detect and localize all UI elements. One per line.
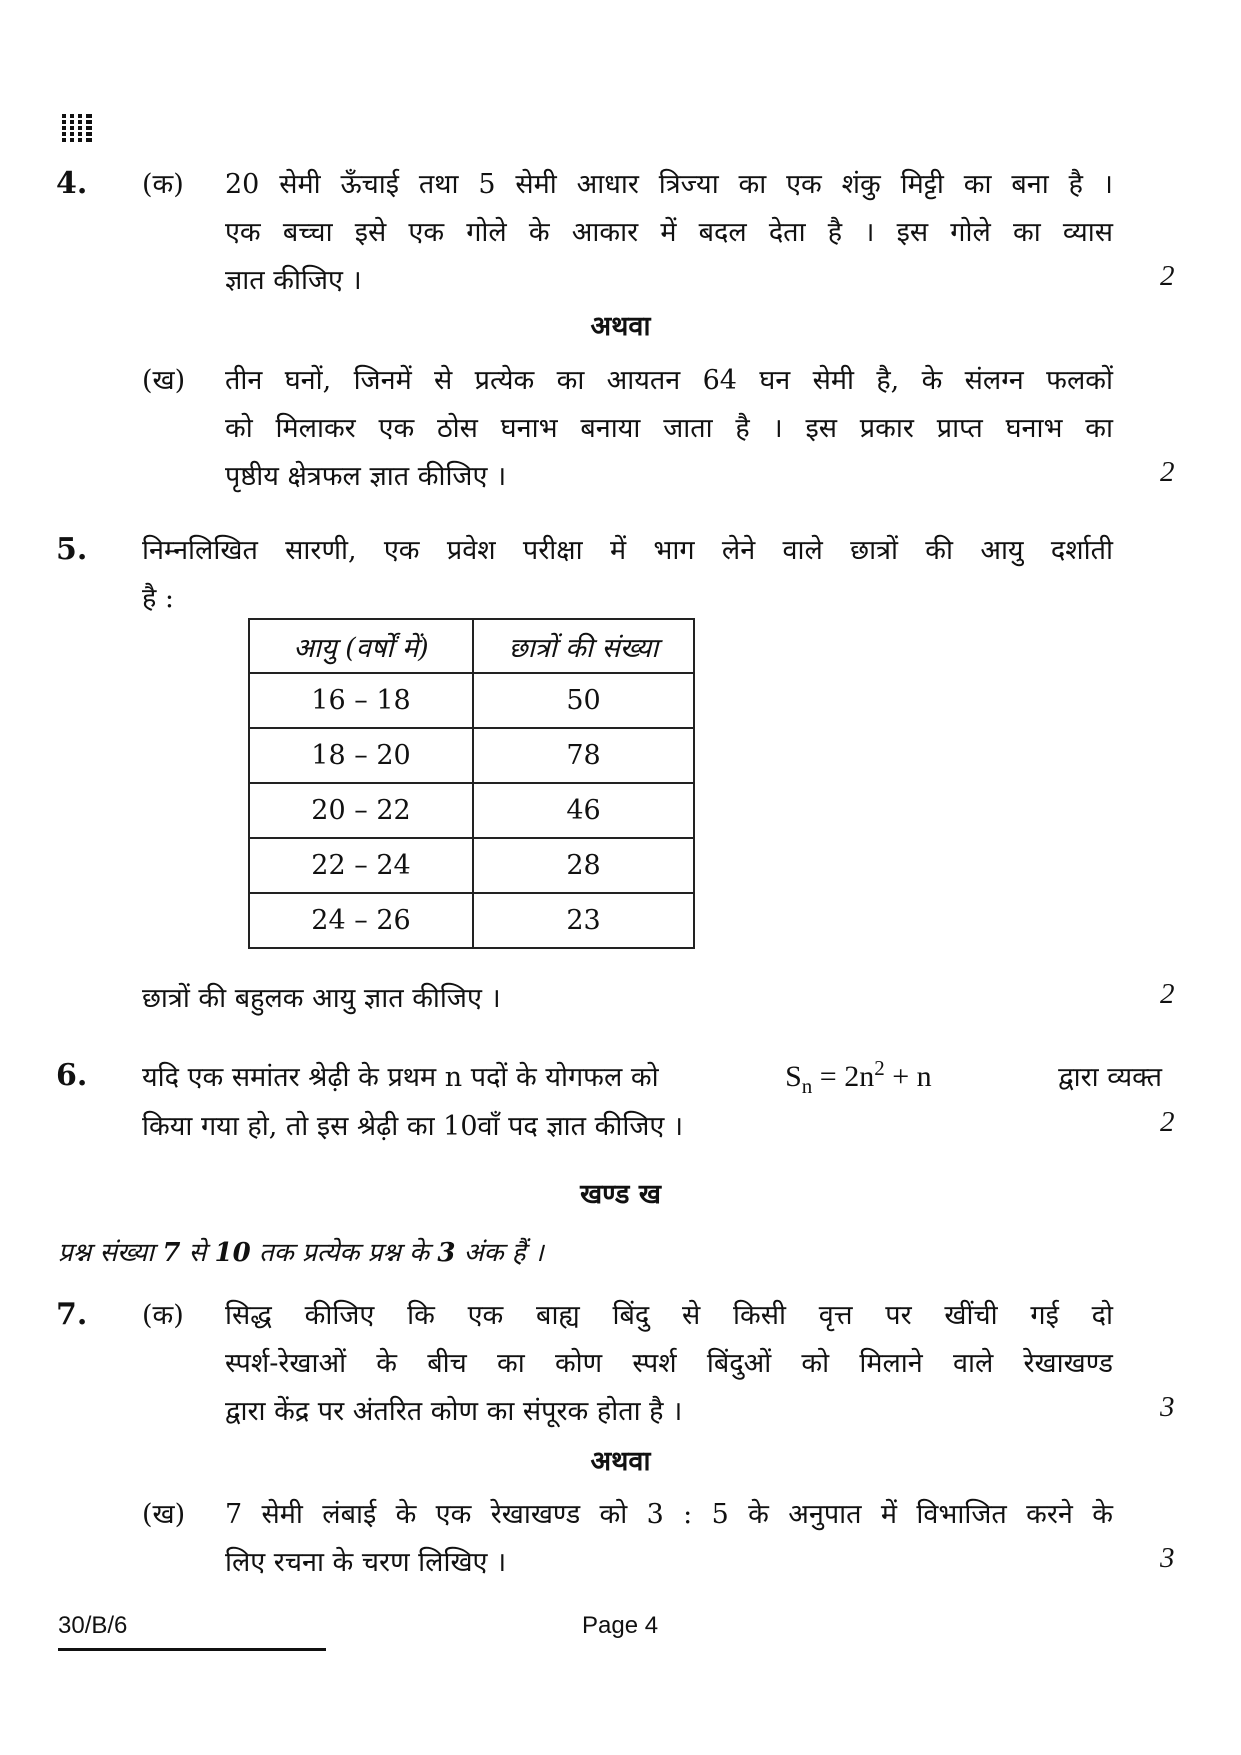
q7a-line-2: स्पर्श-रेखाओं के बीच का कोण स्पर्श बिंदुओं को मिलाने वाले रेखाखण्ड <box>225 1348 1113 1379</box>
q6-line-1-pre: यदि एक समांतर श्रेढ़ी के प्रथम n पदों के योगफल को <box>142 1062 659 1093</box>
instr-n3: 3 <box>437 1238 456 1268</box>
instr-n1: 7 <box>162 1238 181 1268</box>
q7a-line-3: द्वारा केंद्र पर अंतरित कोण का संपूरक होता है । <box>225 1396 683 1427</box>
q6-line-1-post: द्वारा व्यक्त <box>1058 1062 1162 1093</box>
instr-pre: प्रश्न संख्या <box>58 1238 163 1268</box>
q6-formula-sup: 2 <box>874 1056 885 1080</box>
q4-part-b-label: (ख) <box>142 365 186 396</box>
instr-n2: 10 <box>214 1238 251 1268</box>
q4-or-divider: अथवा <box>590 311 651 342</box>
q4a-line-3: ज्ञात कीजिए । <box>225 265 362 296</box>
q6-marks: 2 <box>1160 1106 1175 1138</box>
qr-code <box>62 112 92 142</box>
table-header-age: आयु (वर्षों में) <box>249 619 473 673</box>
paper-code: 30/B/6 <box>58 1612 128 1639</box>
table-cell-age: 24 – 26 <box>249 893 473 948</box>
table-row <box>249 838 694 893</box>
table-cell-age: 16 – 18 <box>249 673 473 728</box>
table-cell-age: 22 – 24 <box>249 838 473 893</box>
section-instruction <box>58 1233 544 1269</box>
q6-formula-eq: = 2n <box>812 1060 875 1093</box>
instr-post: अंक हैं । <box>455 1238 544 1268</box>
question-number-7: 7. <box>56 1297 88 1332</box>
table-cell-count: 28 <box>473 838 694 893</box>
table-row <box>249 673 694 728</box>
q7b-line-2: लिए रचना के चरण लिखिए । <box>225 1547 507 1578</box>
q6-formula-sub: n <box>801 1074 813 1098</box>
q4-part-a-label: (क) <box>142 169 184 200</box>
q6-line-1 <box>142 1056 1162 1099</box>
q4b-line-3: पृष्ठीय क्षेत्रफल ज्ञात कीजिए । <box>225 461 507 492</box>
q4a-line-2: एक बच्चा इसे एक गोले के आकार में बदल देता है । इस गोले का व्यास <box>225 217 1113 248</box>
table-cell-age: 20 – 22 <box>249 783 473 838</box>
q5-line-2: है : <box>142 583 175 614</box>
q6-formula-s: S <box>785 1060 802 1093</box>
q4a-line-1: 20 सेमी ऊँचाई तथा 5 सेमी आधार त्रिज्या का एक शंकु मिट्टी का बना है । <box>225 169 1113 200</box>
q7b-marks: 3 <box>1160 1542 1175 1574</box>
page-number: Page 4 <box>582 1612 659 1639</box>
q4b-marks: 2 <box>1160 456 1175 488</box>
instr-mid2: तक प्रत्येक प्रश्न के <box>250 1238 438 1268</box>
q6-line-2: किया गया हो, तो इस श्रेढ़ी का 10वाँ पद ज्ञात कीजिए । <box>142 1111 684 1142</box>
question-number-5: 5. <box>56 532 88 567</box>
q6-formula-tail: + n <box>884 1060 932 1093</box>
q7-part-b-label: (ख) <box>142 1499 186 1530</box>
q4b-line-1: तीन घनों, जिनमें से प्रत्येक का आयतन 64 घन सेमी है, के संलग्न फलकों <box>225 365 1113 396</box>
question-number-4: 4. <box>56 166 88 201</box>
question-number-6: 6. <box>56 1058 88 1093</box>
q7b-line-1: 7 सेमी लंबाई के एक रेखाखण्ड को 3 : 5 के अनुपात में विभाजित करने के <box>225 1499 1113 1530</box>
q4b-line-2: को मिलाकर एक ठोस घनाभ बनाया जाता है । इस प्रकार प्राप्त घनाभ का <box>225 413 1113 444</box>
footer-rule <box>58 1648 326 1651</box>
table-header-students: छात्रों की संख्या <box>473 619 694 673</box>
q7a-marks: 3 <box>1160 1391 1175 1423</box>
q6-formula <box>785 1056 932 1099</box>
q5-after-table: छात्रों की बहुलक आयु ज्ञात कीजिए । <box>142 983 501 1014</box>
table-cell-count: 50 <box>473 673 694 728</box>
table-cell-age: 18 – 20 <box>249 728 473 783</box>
instr-mid: से <box>180 1238 215 1268</box>
age-frequency-table <box>248 618 695 949</box>
section-title: खण्ड ख <box>580 1179 661 1210</box>
q5-marks: 2 <box>1160 978 1175 1010</box>
table-row <box>249 893 694 948</box>
table-row <box>249 783 694 838</box>
q7-part-a-label: (क) <box>142 1300 184 1331</box>
table-cell-count: 78 <box>473 728 694 783</box>
table-cell-count: 46 <box>473 783 694 838</box>
table-header-row <box>249 619 694 673</box>
q7-or-divider: अथवा <box>590 1446 651 1477</box>
table-row <box>249 728 694 783</box>
q7a-line-1: सिद्ध कीजिए कि एक बाह्य बिंदु से किसी वृत्त पर खींची गई दो <box>225 1300 1113 1331</box>
table-cell-count: 23 <box>473 893 694 948</box>
q4a-marks: 2 <box>1160 260 1175 292</box>
q5-line-1: निम्नलिखित सारणी, एक प्रवेश परीक्षा में भाग लेने वाले छात्रों की आयु दर्शाती <box>142 535 1113 566</box>
